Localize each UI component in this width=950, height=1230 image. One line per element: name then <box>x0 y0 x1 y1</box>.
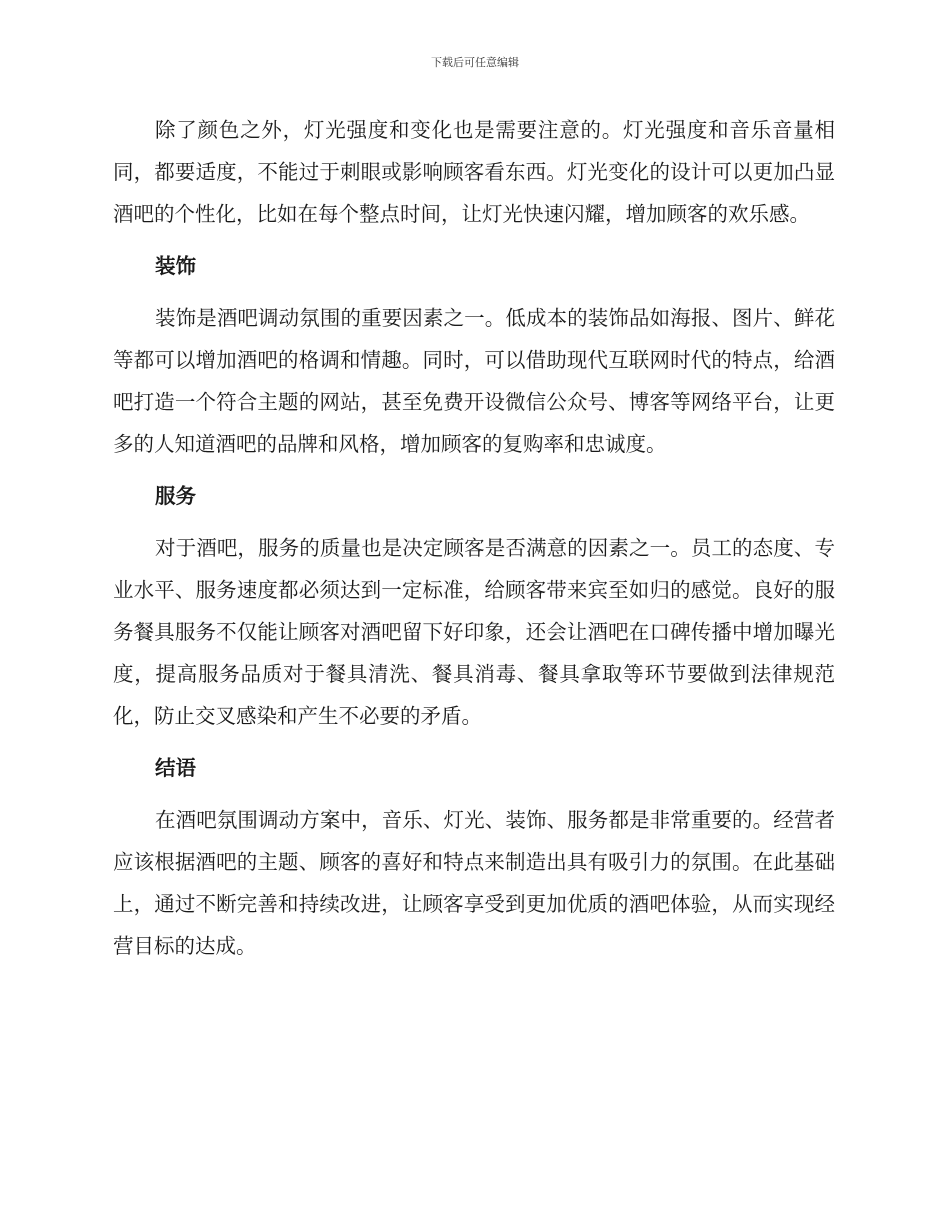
conclusion-paragraph: 在酒吧氛围调动方案中，音乐、灯光、装饰、服务都是非常重要的。经营者应该根据酒吧的主题、顾客的喜好和特点来制造出具有吸引力的氛围。在此基础上，通过不断完善和持续改进，让顾客享受到更加优质的酒吧体验，从而实现经营目标的达成。 <box>113 808 835 958</box>
page-header: 下载后可任意编辑 <box>431 56 519 69</box>
document-body <box>113 109 835 967</box>
decoration-paragraph: 装饰是酒吧调动氛围的重要因素之一。低成本的装饰品如海报、图片、鲜花等都可以增加酒吧的格调和情趣。同时，可以借助现代互联网时代的特点，给酒吧打造一个符合主题的网站，甚至免费开设微信公众号、博客等网络平台，让更多的人知道酒吧的品牌和风格，增加顾客的复购率和忠诚度。 <box>113 306 835 456</box>
conclusion-heading: 结语 <box>155 756 196 780</box>
intro-paragraph: 除了颜色之外，灯光强度和变化也是需要注意的。灯光强度和音乐音量相同，都要适度，不能过于刺眼或影响顾客看东西。灯光变化的设计可以更加凸显酒吧的个性化，比如在每个整点时间，让灯光快速闪耀，增加顾客的欢乐感。 <box>113 118 835 226</box>
service-heading: 服务 <box>155 484 196 508</box>
service-paragraph: 对于酒吧，服务的质量也是决定顾客是否满意的因素之一。员工的态度、专业水平、服务速度都必须达到一定标准，给顾客带来宾至如归的感觉。良好的服务餐具服务不仅能让顾客对酒吧留下好印象，还会让酒吧在口碑传播中增加曝光度，提高服务品质对于餐具清洗、餐具消毒、餐具拿取等环节要做到法律规范化，防止交叉感染和产生不必要的矛盾。 <box>113 536 835 728</box>
decoration-heading: 装饰 <box>155 254 196 278</box>
